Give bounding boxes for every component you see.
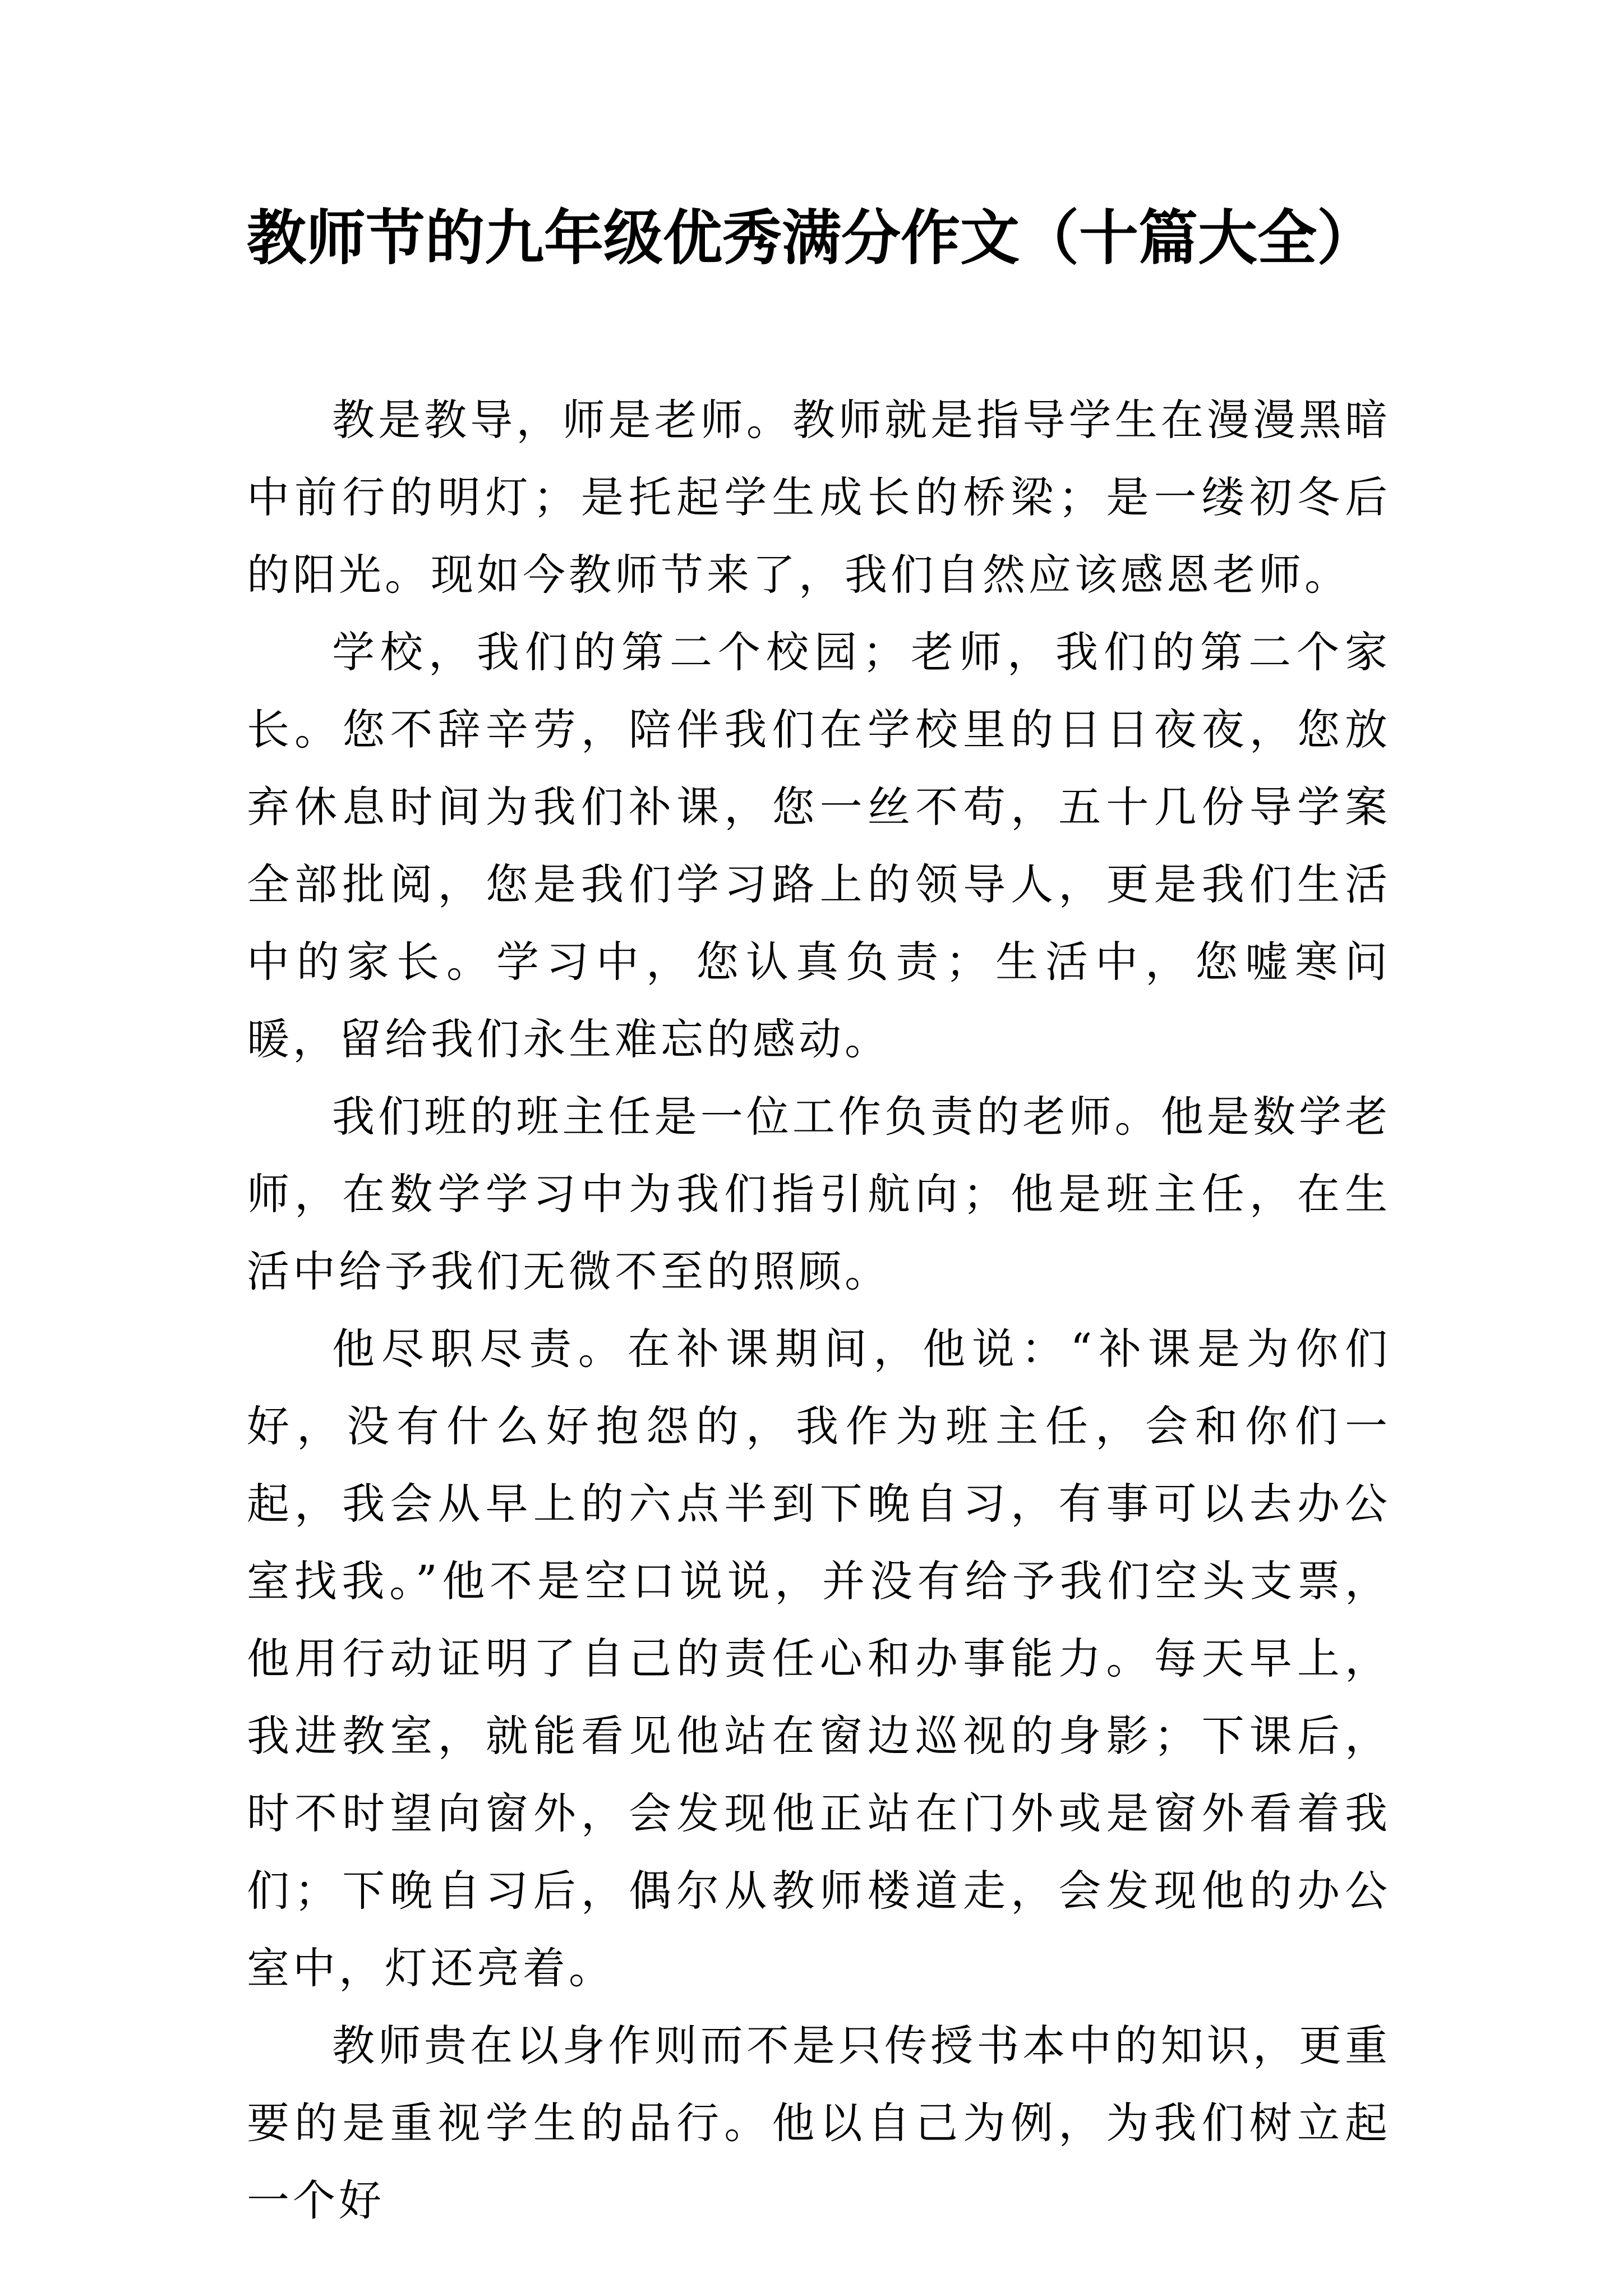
paragraph: 教师贵在以身作则而不是只传授书本中的知识，更重要的是重视学生的品行。他以自己为例，为我们树立起一个好 xyxy=(247,2021,1391,2225)
document-title: 教师节的九年级优秀满分作文（十篇大全） xyxy=(247,204,1376,273)
paragraph: 教是教导，师是老师。教师就是指导学生在漫漫黑暗中前行的明灯；是托起学生成长的桥梁；是一缕初冬后的阳光。现如今教师节来了，我们自然应该感恩老师。 xyxy=(247,395,1391,600)
document-body xyxy=(247,381,1391,2239)
paragraph: 他尽职尽责。在补课期间，他说：“补课是为你们好，没有什么好抱怨的，我作为班主任，会和你们一起，我会从早上的六点半到下晚自习，有事可以去办公室找我。”他不是空口说说，并没有给予我们空头支票，他用行动证明了自己的责任心和办事能力。每天早上，我进教室，就能看见他站在窗边巡视的身影；下课后，时不时望向窗外，会发现他正站在门外或是窗外看着我们；下晚自习后，偶尔从教师楼道走，会发现他的办公室中，灯还亮着。 xyxy=(247,1324,1391,1993)
paragraph: 我们班的班主任是一位工作负责的老师。他是数学老师，在数学学习中为我们指引航向；他是班主任，在生活中给予我们无微不至的照顾。 xyxy=(247,1092,1391,1296)
paragraph: 学校，我们的第二个校园；老师，我们的第二个家长。您不辞辛劳，陪伴我们在学校里的日日夜夜，您放弃休息时间为我们补课，您一丝不苟，五十几份导学案全部批阅，您是我们学习路上的领导人，更是我们生活中的家长。学习中，您认真负责；生活中，您嘘寒问暖，留给我们永生难忘的感动。 xyxy=(247,627,1391,1064)
